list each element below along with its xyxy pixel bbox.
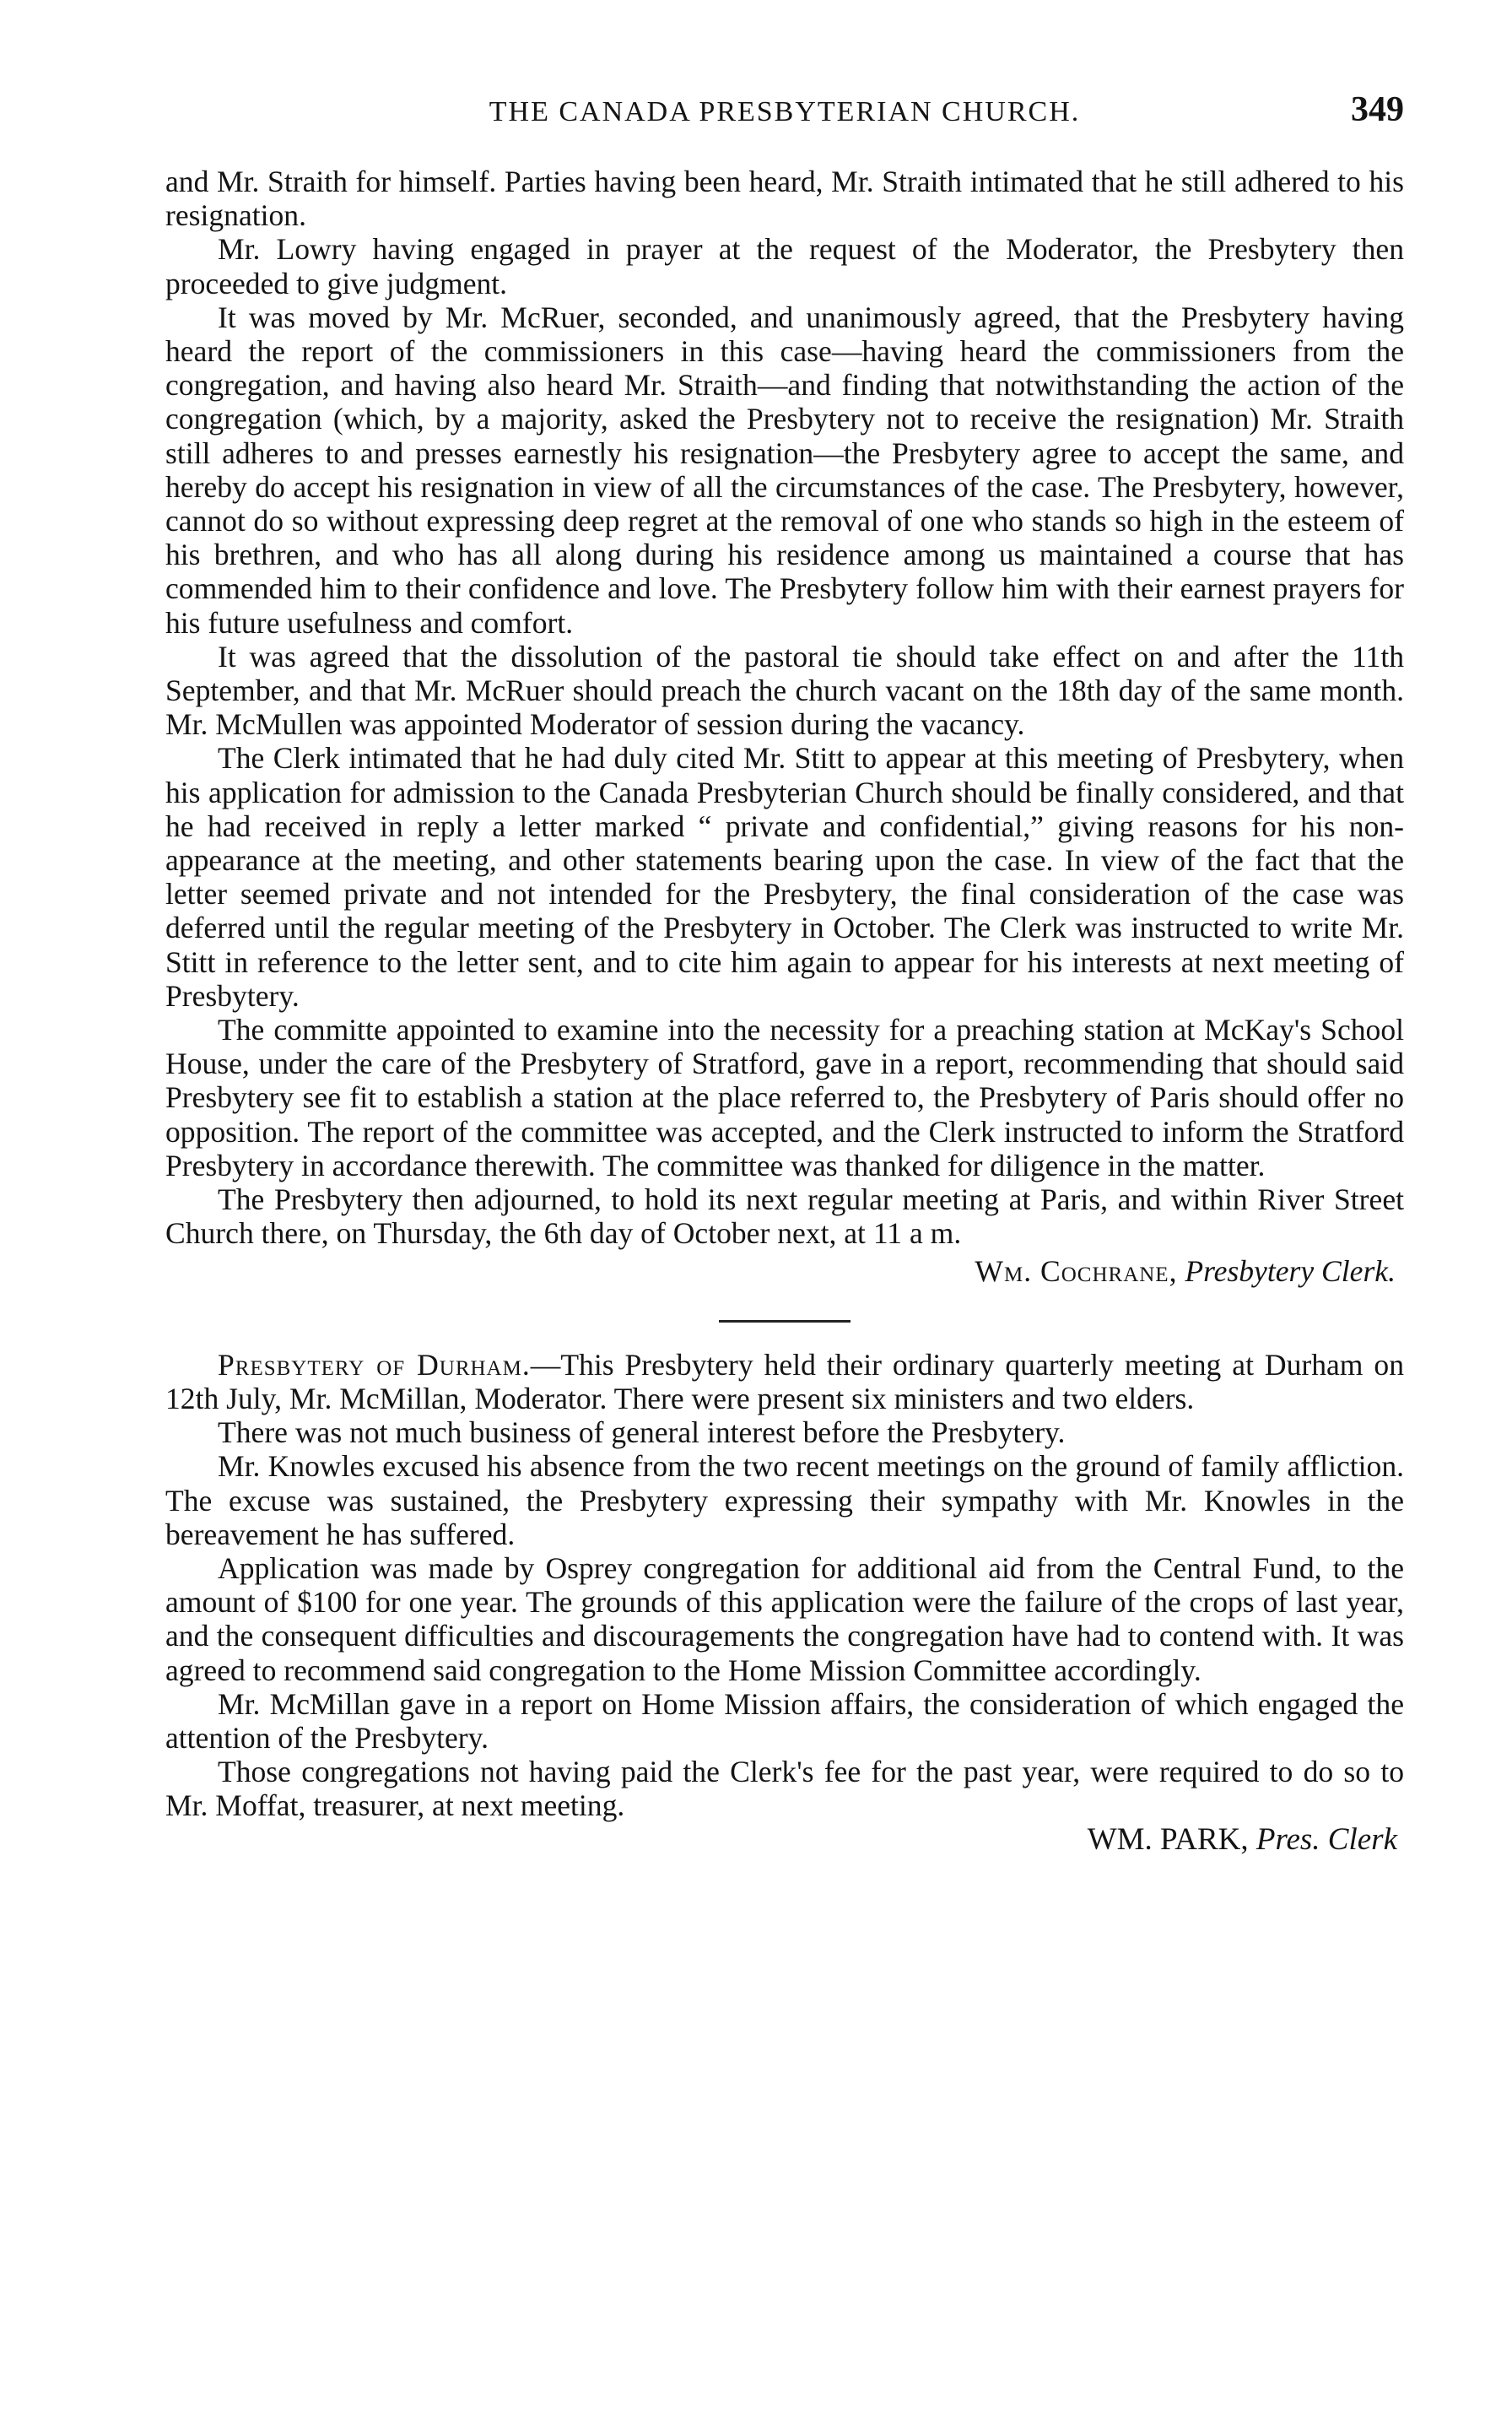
paragraph: Those congregations not having paid the Clerk's fee for the past year, were required to do so to Mr. Moffat, treasurer, at next meeting. (165, 1755, 1404, 1823)
clerk-role: Pres. Clerk (1256, 1821, 1397, 1857)
page-number: 349 (1351, 90, 1404, 129)
section-divider (719, 1320, 850, 1323)
paris-presbytery-report (165, 165, 1404, 1288)
clerk-name: Wm. Cochrane, (975, 1253, 1178, 1288)
clerk-role: Presbytery Clerk. (1185, 1253, 1396, 1288)
clerk-signature (165, 1254, 1404, 1288)
paragraph: It was agreed that the dissolution of the pastoral tie should take effect on and after the 11th September, and that Mr. McRuer should preach the church vacant on the 18th day of the same month. Mr. McMullen was appointed Moderator of session during the vacancy. (165, 639, 1404, 742)
running-header (165, 89, 1404, 140)
clerk-name: WM. PARK, (1087, 1821, 1249, 1857)
paragraph: Application was made by Osprey congregation for additional aid from the Central Fund, to the amount of $100 for one year. The grounds of this application were the failure of the crops of last year, and the consequent difficulties and discouragements the congregation have had to contend with. It was agreed to recommend said congregation to the Home Mission Committee accordingly. (165, 1550, 1404, 1687)
clerk-signature (165, 1823, 1404, 1857)
paragraph (165, 1348, 1404, 1415)
section-lead: Presbytery of Durham. (218, 1347, 531, 1382)
paragraph: There was not much business of general interest before the Presbytery. (218, 1415, 1066, 1450)
durham-presbytery-report (165, 1348, 1404, 1857)
paragraph: Mr. McMillan gave in a report on Home Mission affairs, the consideration of which engaged the attention of the Presbytery. (165, 1686, 1404, 1755)
page-body (165, 165, 1404, 1857)
paragraph: It was moved by Mr. McRuer, seconded, and unanimously agreed, that the Presbytery having heard the report of the commissioners in this case—having heard the commissioners from the congregation, and having also heard Mr. Straith—and finding that notwithstanding the action of the congregation (which, by a majority, asked the Presbytery not to receive the resignation) Mr. Straith still adheres to and presses earnestly his resignation—the Presbytery agree to accept the same, and hereby do accept his resignation in view of all the circumstances of the case. The Presbytery, however, cannot do so without expressing deep regret at the removal of one who stands so high in the esteem of his brethren, and who has all along during his residence among us maintained a course that has commended him to their confidence and love. The Presbytery follow him with their earnest prayers for his future usefulness and comfort. (165, 300, 1404, 640)
paragraph: and Mr. Straith for himself. Parties having been heard, Mr. Straith intimated that he still adhered to his resignation. (165, 165, 1404, 233)
running-title: THE CANADA PRESBYTERIAN CHURCH. (489, 96, 1081, 127)
paragraph-text: —This Presbytery held their ordinary quarterly meeting at Durham on 12th July, Mr. McMillan, Moderator. There were present six ministers and two elders. (165, 1347, 1404, 1415)
paragraph: The committe appointed to examine into the necessity for a preaching station at McKay's School House, under the care of the Presbytery of Stratford, gave in a report, recommending that should said Presbytery see fit to establish a station at the place referred to, the Presbytery of Paris should offer no opposition. The report of the committee was accepted, and the Clerk instructed to inform the Stratford Presbytery in accordance therewith. The committee was thanked for diligence in the matter. (165, 1013, 1404, 1182)
paragraph: Mr. Knowles excused his absence from the two recent meetings on the ground of family affliction. The excuse was sustained, the Presbytery expressing their sympathy with Mr. Knowles in the bereavement he has suffered. (165, 1449, 1404, 1551)
paragraph: The Clerk intimated that he had duly cited Mr. Stitt to appear at this meeting of Presbytery, when his application for admission to the Canada Presbyterian Church should be finally considered, and that he had received in reply a letter marked “ private and confidential,” giving reasons for his non-appearance at the meeting, and other statements bearing upon the case. In view of the fact that the letter seemed private and not intended for the Presbytery, the final consideration of the case was deferred until the regular meeting of the Presbytery in October. The Clerk was instructed to write Mr. Stitt in reference to the letter sent, and to cite him again to appear for his interests at next meeting of Presbytery. (165, 741, 1404, 1013)
paragraph: Mr. Lowry having engaged in prayer at the request of the Moderator, the Presbytery then proceeded to give judgment. (165, 232, 1404, 300)
paragraph: The Presbytery then adjourned, to hold its next regular meeting at Paris, and within River Street Church there, on Thursday, the 6th day of October next, at 11 a m. (165, 1182, 1404, 1251)
